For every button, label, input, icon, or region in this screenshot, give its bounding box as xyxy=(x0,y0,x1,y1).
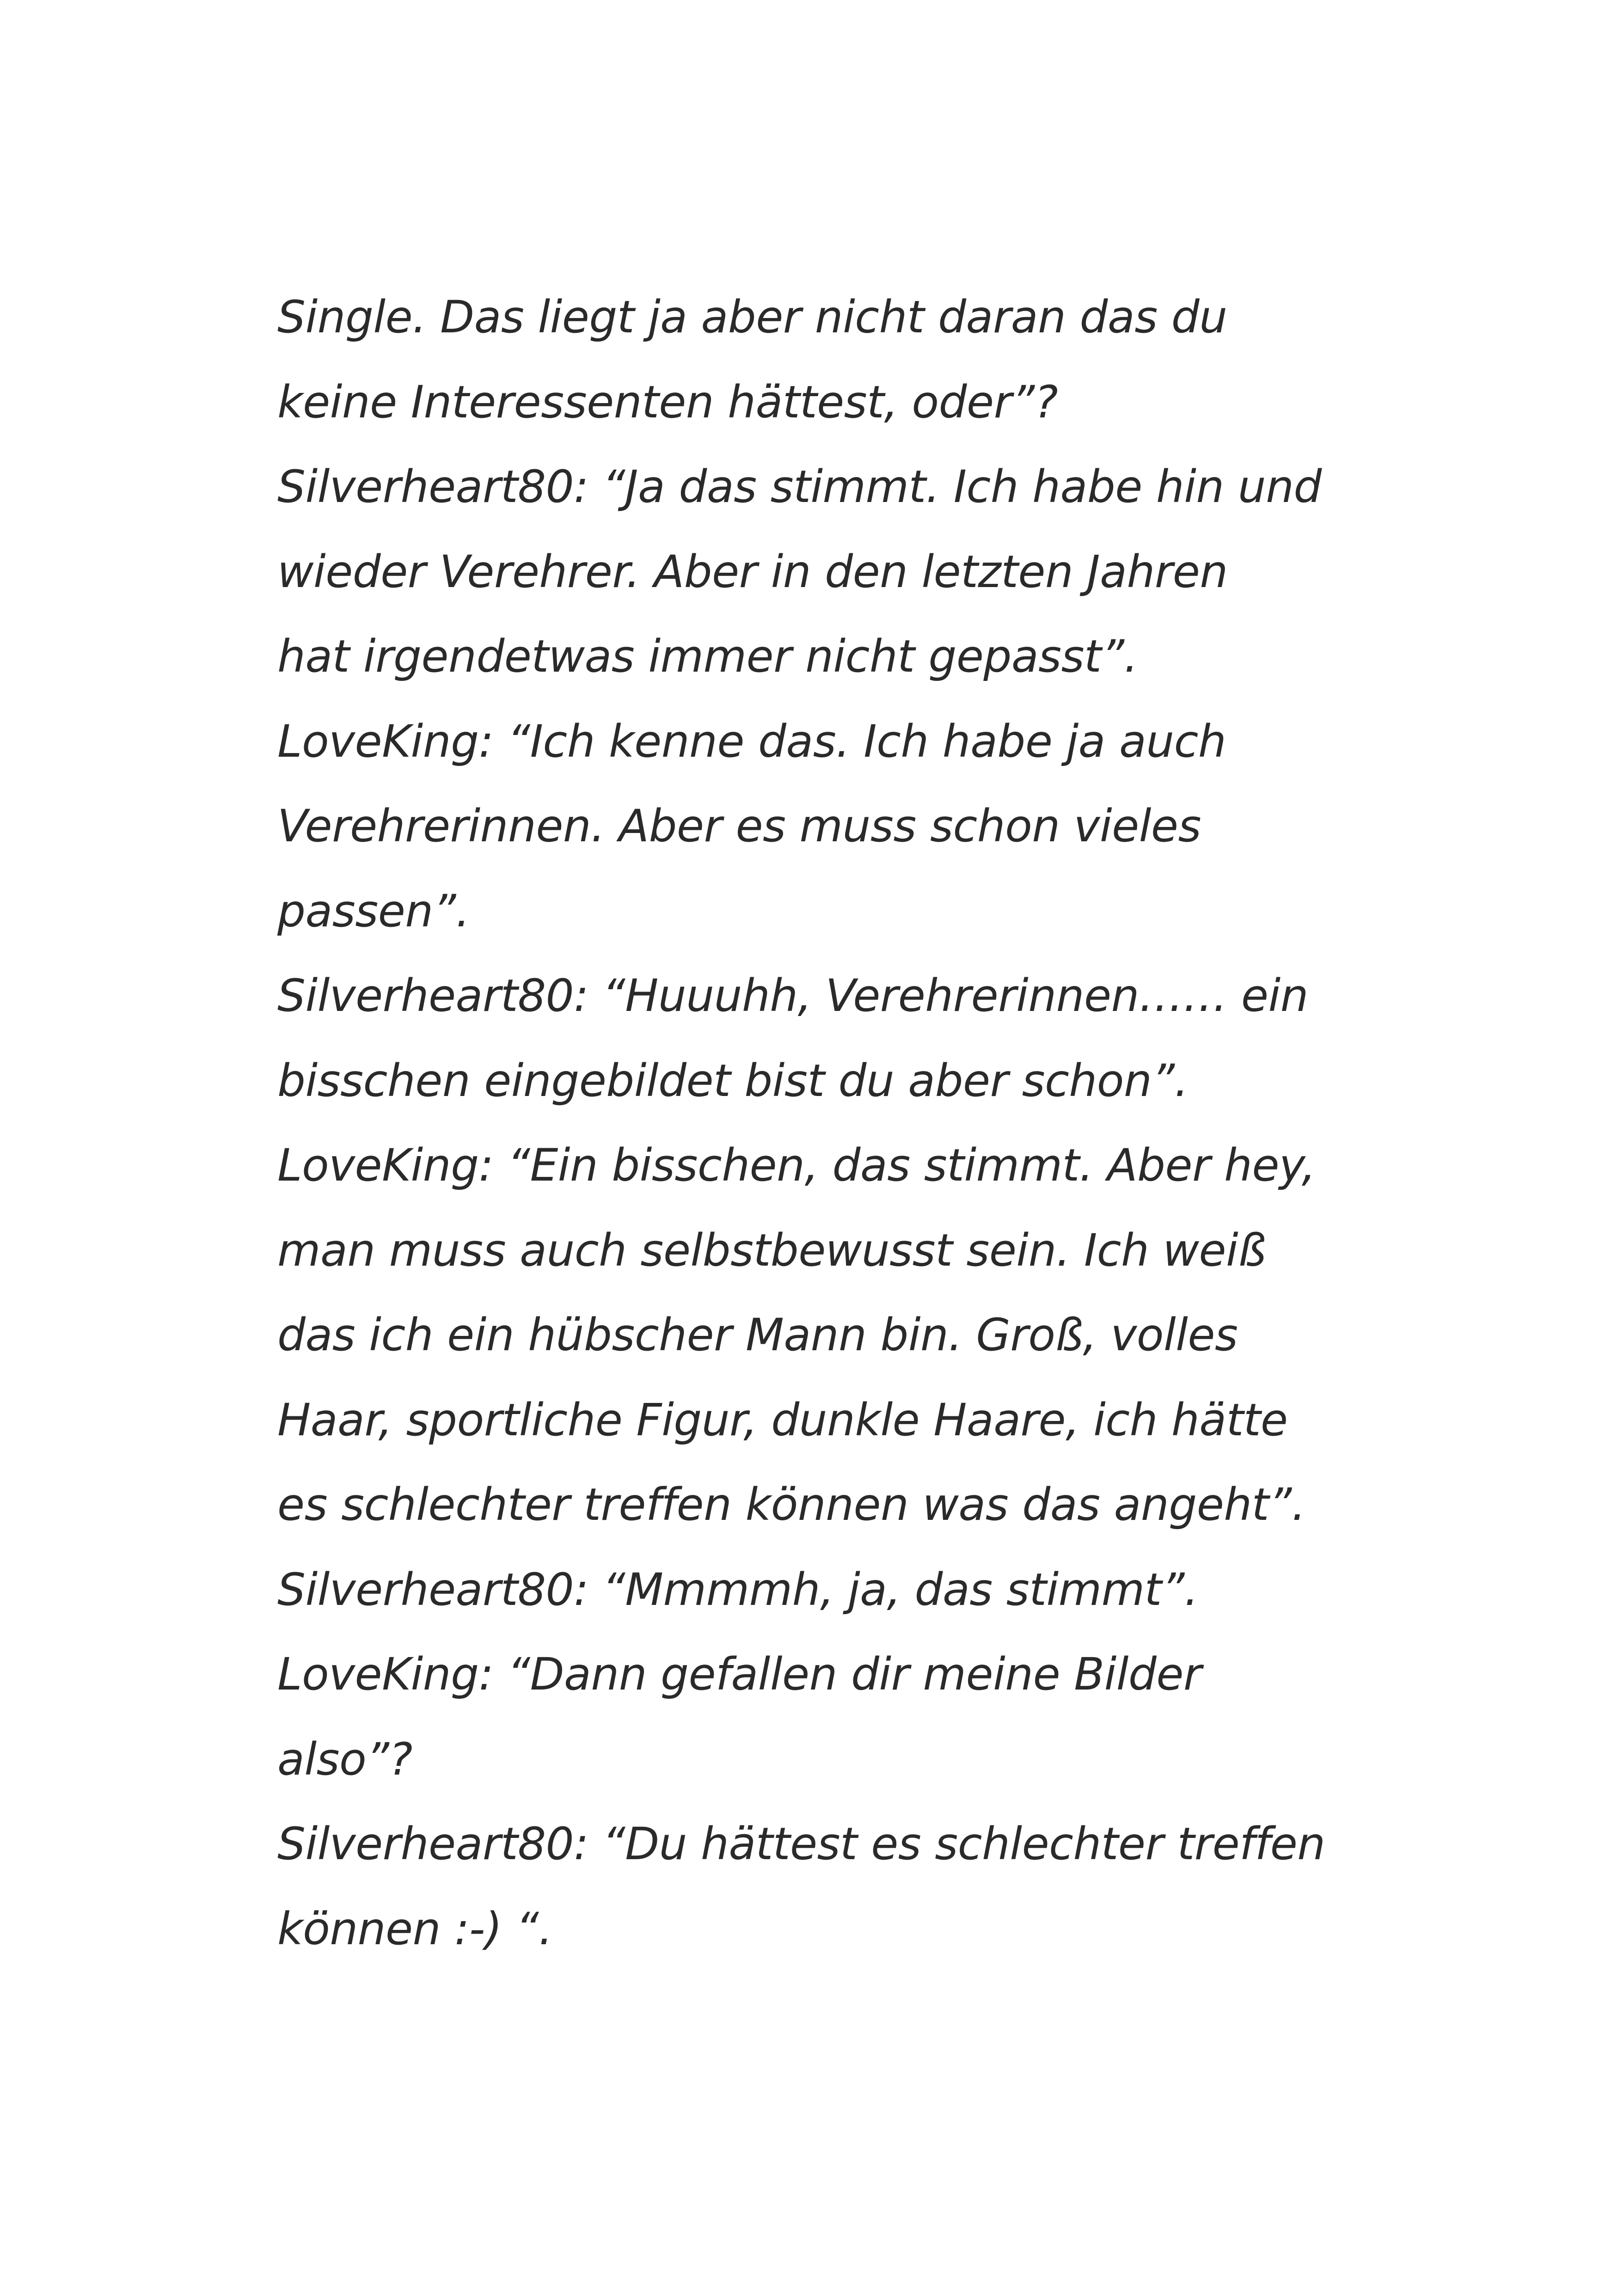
text-line: das ich ein hübscher Mann bin. Groß, volles xyxy=(277,1309,1238,1361)
text-line: Silverheart80: “Du hättest es schlechter treffen xyxy=(277,1818,1325,1870)
text-line: hat irgendetwas immer nicht gepasst”. xyxy=(277,631,1138,682)
text-line: Silverheart80: “Mmmmh, ja, das stimmt”. xyxy=(277,1563,1199,1616)
text-line: Silverheart80: “Ja das stimmt. Ich habe hin und xyxy=(277,461,1322,513)
text-line: wieder Verehrer. Aber in den letzten Jahren xyxy=(277,545,1228,598)
text-line: man muss auch selbstbewusst sein. Ich weiß xyxy=(277,1224,1266,1276)
text-line: LoveKing: “Ein bisschen, das stimmt. Aber hey, xyxy=(277,1139,1316,1191)
text-line: LoveKing: “Ich kenne das. Ich habe ja auch xyxy=(277,715,1226,767)
text-line: können :-) “. xyxy=(277,1903,553,1955)
text-line: es schlechter treffen können was das angeht”. xyxy=(277,1479,1305,1531)
text-line: LoveKing: “Dann gefallen dir meine Bilder xyxy=(277,1648,1201,1700)
text-line: Verehrerinnen. Aber es muss schon vieles xyxy=(277,800,1201,852)
text-line: Silverheart80: “Huuuhh, Verehrerinnen…… ein xyxy=(277,970,1308,1022)
text-line: bisschen eingebildet bist du aber schon”. xyxy=(277,1054,1189,1107)
text-line: passen”. xyxy=(277,885,470,937)
text-line: Haar, sportliche Figur, dunkle Haare, ich hätte xyxy=(277,1394,1288,1446)
text-line: keine Interessenten hättest, oder”? xyxy=(277,376,1058,428)
text-line: also”? xyxy=(277,1733,412,1785)
text-line: Single. Das liegt ja aber nicht daran das du xyxy=(277,291,1227,343)
chat-transcript-text xyxy=(277,275,1387,1971)
